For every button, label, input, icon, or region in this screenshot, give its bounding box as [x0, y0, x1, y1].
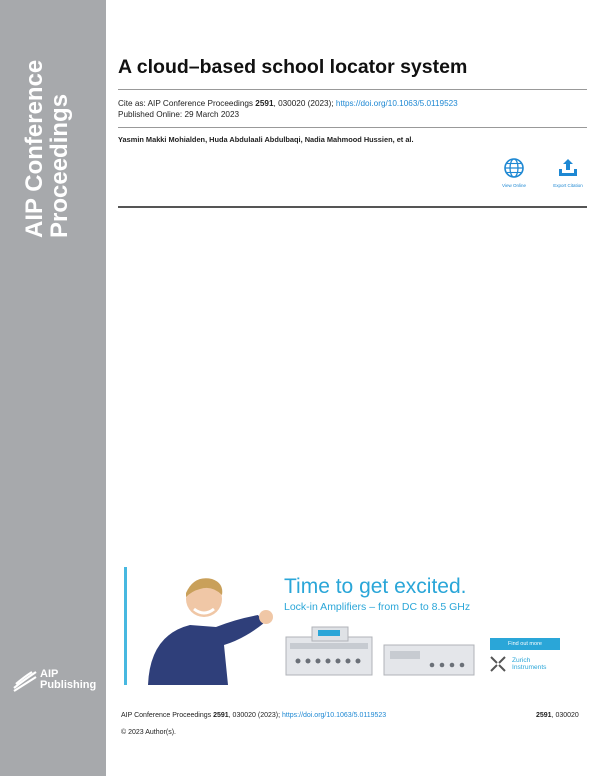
export-icon [557, 157, 579, 179]
view-online-button[interactable] [489, 157, 539, 188]
copyright-notice: © 2023 Author(s). [121, 729, 176, 736]
footer-citation [121, 712, 386, 719]
globe-icon [503, 157, 525, 179]
published-date: Published Online: 29 March 2023 [118, 110, 240, 119]
footer-volume: 2591 [213, 712, 229, 719]
zurich-instruments-logo [488, 654, 546, 674]
ad-headline: Time to get excited. [284, 575, 467, 598]
citation-block [118, 98, 458, 120]
author-list: Yasmin Makki Mohialden, Huda Abdulaali Abdulbaqi, Nadia Mahmood Hussien, et al. [118, 135, 414, 144]
article-title: A cloud–based school locator system [118, 56, 468, 78]
cite-rest: , 030020 (2023); [273, 99, 336, 108]
ad-accent-bar [124, 567, 127, 685]
brand-line1: Zurich [512, 656, 531, 664]
view-online-label: View Online [502, 183, 526, 188]
footer-right-rest: , 030020 [551, 712, 579, 719]
aip-swoosh-icon [12, 668, 38, 692]
lock-in-amplifier-illustration [282, 621, 480, 681]
footer-doi-link[interactable]: https://doi.org/10.1063/5.0119523 [282, 712, 387, 719]
advertisement-banner[interactable] [124, 567, 584, 685]
find-out-more-button[interactable]: Find out more [490, 638, 560, 650]
ad-subline: Lock-in Amplifiers – from DC to 8.5 GHz [284, 601, 471, 613]
publisher-line1: AIP [40, 668, 59, 680]
zurich-instruments-icon [488, 654, 508, 674]
header-divider [118, 206, 587, 208]
brand-line2: Instruments [512, 664, 547, 671]
footer-rest: , 030020 (2023); [228, 712, 282, 719]
export-citation-label: Export Citation [553, 183, 583, 188]
journal-sidebar [0, 0, 106, 776]
footer-page-ref [536, 712, 579, 719]
footer-prefix: AIP Conference Proceedings [121, 712, 214, 719]
footer-right-volume: 2591 [536, 712, 552, 719]
person-illustration [128, 569, 280, 685]
citation-divider [118, 127, 587, 128]
aip-publishing-logo[interactable] [12, 668, 96, 692]
title-divider [118, 89, 587, 90]
journal-name [22, 18, 72, 238]
cite-as-line [118, 98, 458, 109]
cite-volume: 2591 [255, 99, 274, 108]
publisher-line2: Publishing [40, 679, 97, 691]
journal-name-line2: Proceedings [46, 93, 73, 238]
cite-prefix: Cite as: AIP Conference Proceedings [118, 99, 256, 108]
doi-link[interactable]: https://doi.org/10.1063/5.0119523 [335, 99, 458, 108]
export-citation-button[interactable] [543, 157, 593, 188]
journal-name-line1: AIP Conference [21, 59, 48, 238]
